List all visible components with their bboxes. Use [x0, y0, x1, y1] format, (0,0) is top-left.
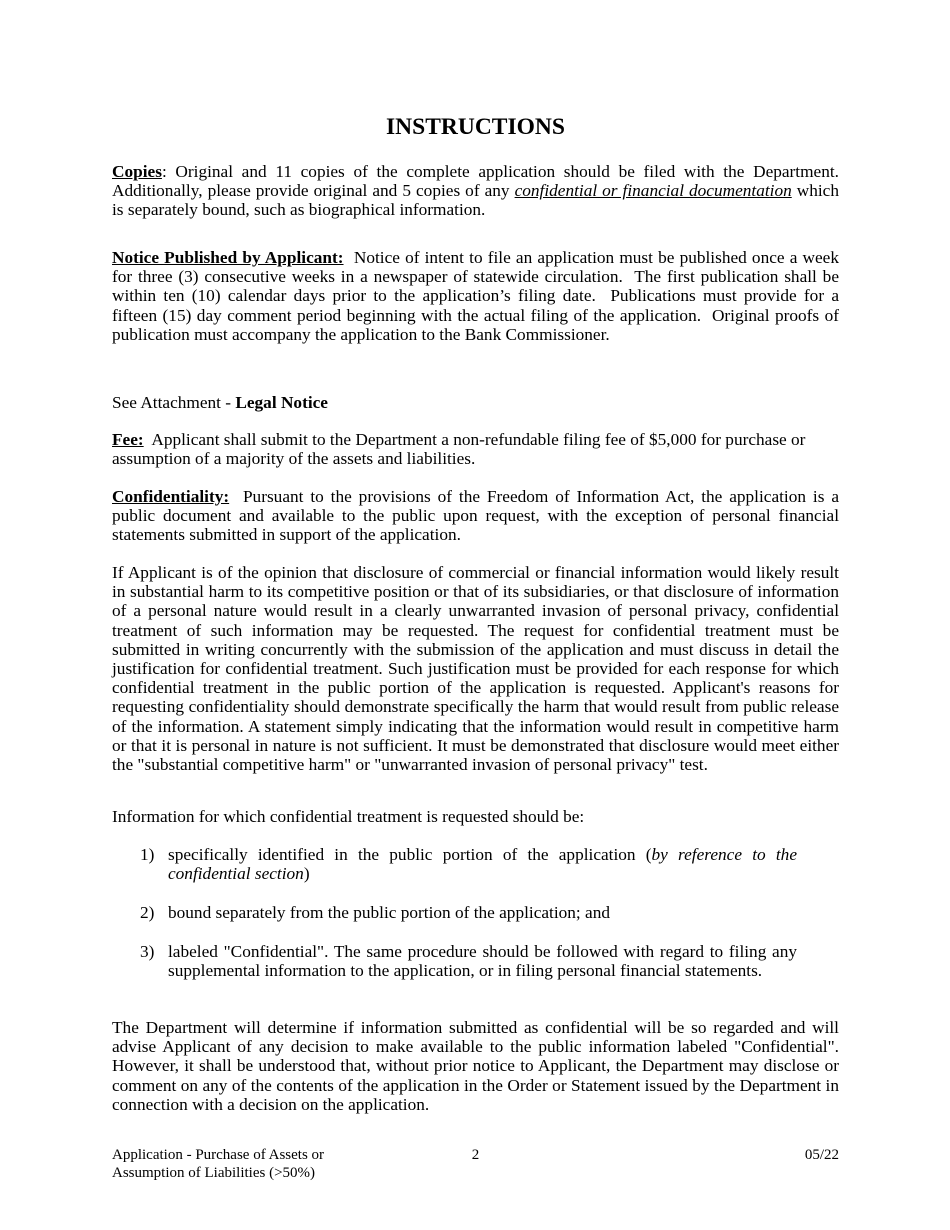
footer-left-line-2: Assumption of Liabilities (>50%): [112, 1165, 316, 1181]
attachment-line: [112, 393, 839, 412]
notice-text: Notice of intent to file an application must be published once a week for three (3) consecutive weeks in a newspaper of statewide circulation. The first publication shall be within ten (10) calendar days prior to the application’s filing date. Publications must provide for a fifteen (15) day comment period beginning with the actual filing of the application. Original proofs of publication must accompany the application to the Bank Commissioner.: [112, 248, 844, 344]
list-item-text-start: specifically identified in the public portion of the application (: [168, 845, 652, 864]
closing-paragraph: The Department will determine if information submitted as confidential will be so regarded and will advise Applicant of any decision to make available to the public information labeled "Confidential". However, it shall be understood that, without prior notice to Applicant, the Department may disclose or comment on any of the contents of the application in the Order or Statement issued by the Department in connection with a decision on the application.: [112, 1018, 839, 1114]
list-item-number: 1): [140, 845, 155, 864]
confidentiality-paragraph: [112, 487, 844, 545]
fee-text: Applicant shall submit to the Department a non-refundable filing fee of $5,000 for purchase or assumption of a majority of the assets and liabilities.: [112, 430, 810, 469]
copies-label: Copies: [112, 162, 162, 181]
confidentiality-text: Pursuant to the provisions of the Freedom of Information Act, the application is a public document and available to the public upon request, with the exception of personal financial statements submitted in support of the application.: [112, 487, 844, 545]
footer-left-line-1: Application - Purchase of Assets or: [112, 1147, 325, 1163]
footer-page-number: 2: [471, 1147, 480, 1163]
notice-paragraph: [112, 248, 844, 344]
attachment-name: Legal Notice: [235, 393, 328, 412]
list-item-italic: by reference to the confidential section: [168, 845, 797, 884]
list-intro: Information for which confidential treatment is requested should be:: [112, 807, 585, 826]
list-item-text: bound separately from the public portion of the application; and: [168, 903, 610, 922]
list-item-text-end: ): [303, 864, 310, 884]
opinion-paragraph: If Applicant is of the opinion that disclosure of commercial or financial information would likely result in substantial harm to its competitive position or that of its subsidiaries, or that disclosure of information of a personal nature would result in a clearly unwarranted invasion of personal privacy, confidential treatment of such information may be requested. The request for confidential treatment must be submitted in writing concurrently with the submission of the application and must discuss in detail the justification for confidential treatment. Such justification must be provided for each response for which confidential treatment in the public portion of the application is requested. Applicant's reasons for requesting confidentiality should demonstrate specifically the harm that would result from public release of the information. A statement simply indicating that the information would result in competitive harm or that it is personal in nature is not sufficient. It must be demonstrated that disclosure would meet either the "substantial competitive harm" or "unwarranted invasion of personal privacy" test.: [112, 563, 839, 775]
list-item-text: labeled "Confidential". The same procedure should be followed with regard to filing any supplemental information to the application, or in filing personal financial statements.: [168, 942, 797, 981]
confidentiality-label: Confidentiality:: [112, 487, 230, 506]
page-title: INSTRUCTIONS: [386, 114, 565, 140]
list-item-text: [168, 845, 797, 883]
footer-date: 05/22: [804, 1147, 839, 1163]
fee-paragraph: [112, 430, 839, 468]
copies-text-1: : Original and 11 copies of the complete application should be filed with the Department. Additionally, please provide original and 5 copies of any: [112, 162, 839, 201]
notice-label: Notice Published by Applicant:: [112, 248, 344, 267]
fee-label: Fee:: [112, 430, 144, 449]
copies-emphasis: confidential or financial documentation: [514, 181, 792, 201]
list-item-number: 3): [140, 942, 155, 961]
copies-paragraph: [112, 162, 839, 220]
attachment-prefix: See Attachment -: [112, 393, 236, 412]
copies-text-2: which is separately bound, such as biographical information.: [112, 181, 839, 220]
list-item-number: 2): [140, 903, 155, 922]
